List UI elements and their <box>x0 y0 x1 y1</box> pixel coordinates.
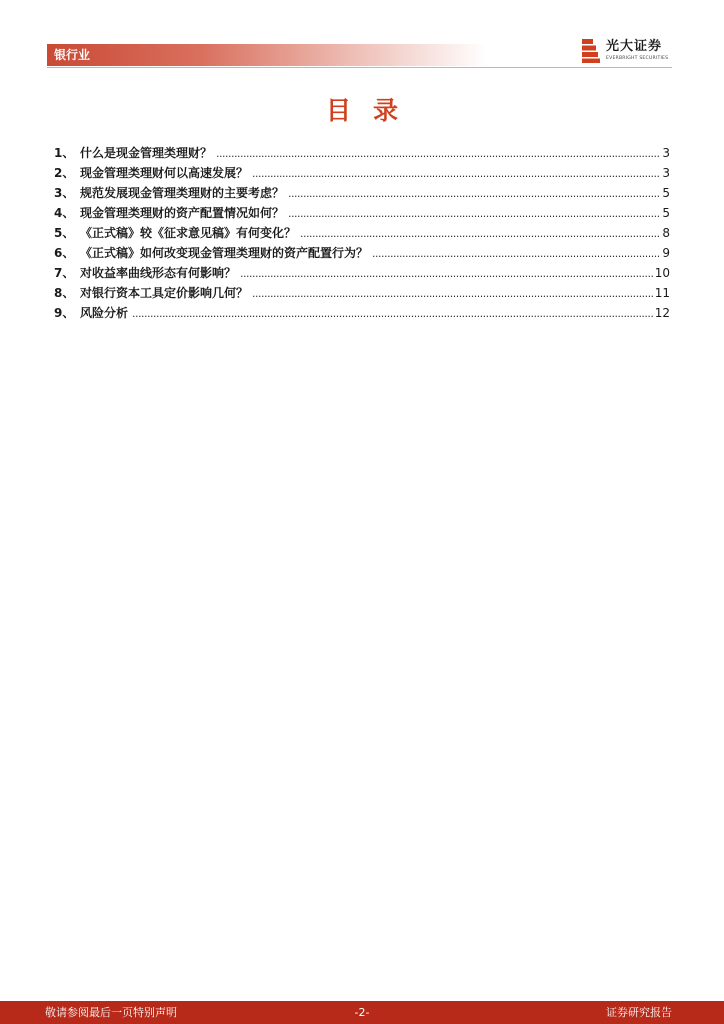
footer-disclaimer: 敬请参阅最后一页特别声明 <box>45 1006 177 1019</box>
toc-entry-page: 8 <box>662 226 670 240</box>
toc-entry-title: 现金管理类理财的资产配置情况如何？ <box>80 206 285 220</box>
toc-entry-number: 7、 <box>54 266 75 280</box>
toc-entry-title: 对收益率曲线形态有何影响？ <box>80 266 237 280</box>
toc-entry-page: 5 <box>662 186 670 200</box>
toc-entry-title: 什么是现金管理类理财？ <box>80 146 213 160</box>
footer-report-type: 证券研究报告 <box>606 1006 672 1019</box>
logo-english-name: EVERBRIGHT SECURITIES <box>606 56 669 61</box>
toc-entry-number: 6、 <box>54 246 75 260</box>
toc-entry-title: 现金管理类理财何以高速发展？ <box>80 166 249 180</box>
company-logo <box>582 38 674 66</box>
toc-entry-title: 《正式稿》较《征求意见稿》有何变化？ <box>80 226 297 240</box>
toc-entry-title: 《正式稿》如何改变现金管理类理财的资产配置行为？ <box>80 246 369 260</box>
toc-entry[interactable] <box>54 183 670 203</box>
header-divider <box>47 67 672 68</box>
industry-label: 银行业 <box>54 48 91 62</box>
toc-entry-number: 2、 <box>54 166 75 180</box>
toc-dot-leader <box>288 184 660 204</box>
toc-dot-leader <box>240 264 653 284</box>
toc-entry-number: 9、 <box>54 306 75 320</box>
logo-chinese-name: 光大证券 <box>606 39 663 54</box>
toc-entry-page: 12 <box>654 306 670 320</box>
toc-entry-page: 10 <box>654 266 670 280</box>
page-number: -2- <box>354 1006 370 1019</box>
table-of-contents <box>54 143 670 323</box>
toc-entry-page: 3 <box>662 166 670 180</box>
toc-entry-number: 4、 <box>54 206 75 220</box>
toc-entry-page: 11 <box>654 286 670 300</box>
toc-dot-leader <box>132 304 653 324</box>
toc-entry-page: 9 <box>662 246 670 260</box>
toc-dot-leader <box>216 144 660 164</box>
toc-title: 目录 <box>325 96 420 125</box>
toc-entry-page: 5 <box>662 206 670 220</box>
toc-entry-title: 规范发展现金管理类理财的主要考虑？ <box>80 186 285 200</box>
header-band <box>47 44 487 66</box>
toc-dot-leader <box>288 204 660 224</box>
toc-entry-title: 对银行资本工具定价影响几何？ <box>80 286 249 300</box>
toc-entry-number: 5、 <box>54 226 75 240</box>
toc-entry[interactable] <box>54 163 670 183</box>
toc-entry[interactable] <box>54 303 670 323</box>
toc-entry-number: 8、 <box>54 286 75 300</box>
toc-entry[interactable] <box>54 283 670 303</box>
toc-dot-leader <box>252 284 653 304</box>
toc-entry[interactable] <box>54 203 670 223</box>
toc-dot-leader <box>372 244 660 264</box>
everbright-logo-icon <box>582 39 600 63</box>
toc-entry[interactable] <box>54 143 670 163</box>
toc-entry[interactable] <box>54 223 670 243</box>
toc-entry[interactable] <box>54 243 670 263</box>
toc-entry-number: 1、 <box>54 146 75 160</box>
toc-dot-leader <box>252 164 660 184</box>
toc-entry[interactable] <box>54 263 670 283</box>
toc-entry-number: 3、 <box>54 186 75 200</box>
toc-entry-title: 风险分析 <box>80 306 129 320</box>
toc-entry-page: 3 <box>662 146 670 160</box>
toc-dot-leader <box>300 224 660 244</box>
